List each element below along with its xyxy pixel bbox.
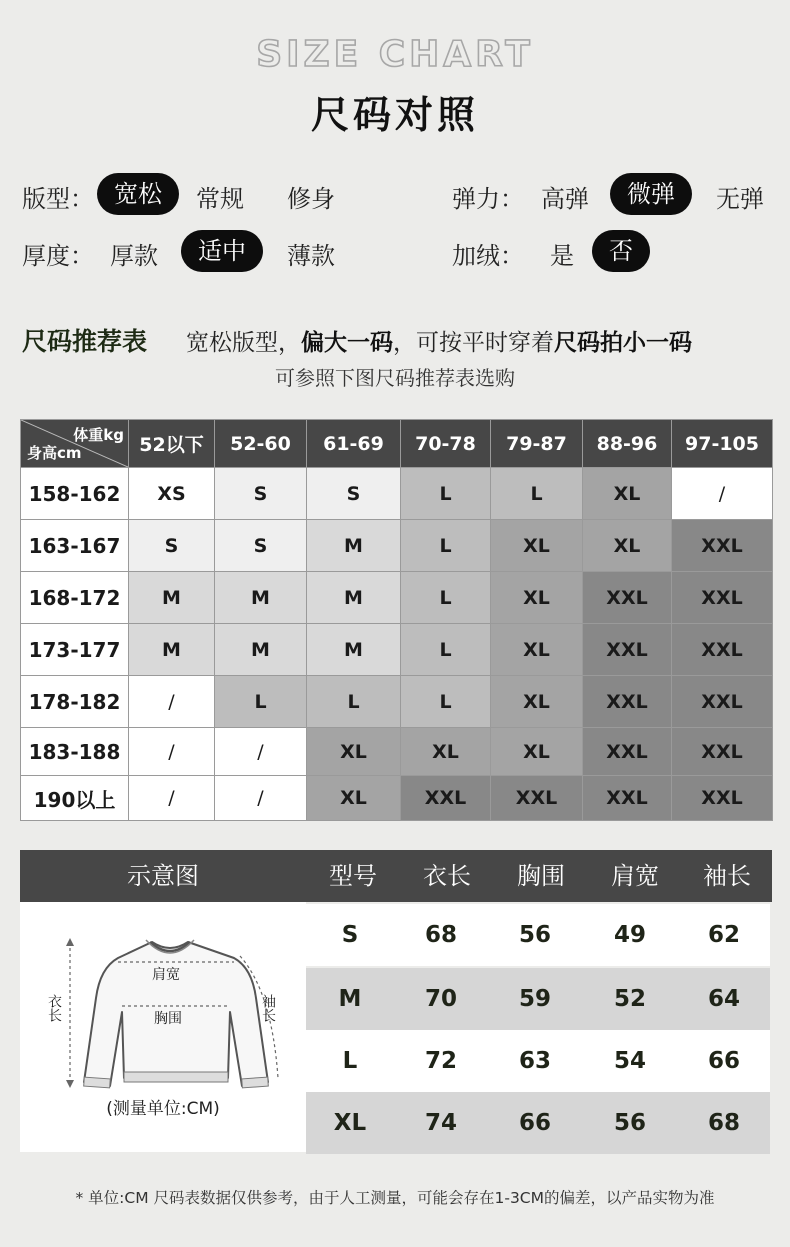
size-cell: XL: [491, 624, 583, 676]
header-diagram: 示意图: [127, 862, 199, 890]
size-table-row: [21, 572, 773, 624]
fit-label: 版型：: [22, 185, 94, 213]
diagram-label-shoulder: 肩宽: [152, 967, 180, 983]
size-cell: L: [491, 468, 583, 520]
recommend-desc-c: ，可按平时穿着: [393, 330, 554, 356]
diagram-label-sleeve: 袖长: [260, 994, 276, 1022]
size-cell: L: [307, 676, 401, 728]
size-cell: XXL: [672, 728, 773, 776]
size-cell: XXL: [672, 776, 773, 821]
meas-sleeve: 66: [707, 1048, 740, 1074]
meas-length: 74: [424, 1110, 457, 1136]
size-cell: XL: [401, 728, 491, 776]
title-english: SIZE CHART: [256, 34, 534, 75]
meas-shoulder: 54: [613, 1048, 646, 1074]
meas-sleeve: 64: [707, 986, 740, 1012]
size-cell: XXL: [583, 572, 672, 624]
fit-option-slim: 修身: [287, 185, 335, 213]
recommend-desc-d: 尺码拍小一码: [554, 330, 692, 356]
stretch-option-high: 高弹: [541, 185, 589, 213]
size-cell: /: [215, 776, 307, 821]
recommend-description: [186, 324, 692, 357]
weight-header: 61-69: [307, 420, 401, 468]
size-cell: XL: [491, 572, 583, 624]
height-axis-label: 身高cm: [27, 444, 82, 462]
meas-shoulder: 49: [613, 922, 646, 948]
recommend-subtext: 可参照下图尺码推荐表选购: [275, 366, 515, 390]
size-cell: XXL: [583, 676, 672, 728]
weight-header: 88-96: [583, 420, 672, 468]
fleece-option-no: 否: [592, 230, 650, 272]
size-cell: XL: [307, 776, 401, 821]
fleece-option-yes: 是: [550, 242, 574, 270]
size-cell: M: [307, 572, 401, 624]
height-range-cell: 163-167: [21, 520, 129, 572]
meas-sleeve: 62: [707, 922, 740, 948]
size-cell: /: [129, 676, 215, 728]
size-table-body: [21, 468, 773, 821]
stretch-label: 弹力：: [452, 185, 524, 213]
size-cell: XXL: [401, 776, 491, 821]
size-cell: S: [215, 468, 307, 520]
size-cell: M: [129, 572, 215, 624]
meas-length: 68: [424, 922, 457, 948]
size-cell: XL: [583, 520, 672, 572]
size-table-row: [21, 468, 773, 520]
size-table-row: [21, 624, 773, 676]
size-cell: L: [401, 520, 491, 572]
recommend-desc-a: 宽松版型，: [186, 330, 301, 356]
measurement-row: [306, 1092, 770, 1154]
size-cell: XXL: [672, 676, 773, 728]
measurement-row: [306, 1030, 770, 1092]
diagram-label-length: 衣长: [46, 994, 62, 1022]
size-cell: XL: [307, 728, 401, 776]
fit-option-loose: 宽松: [97, 173, 179, 215]
diagram-label-chest: 胸围: [154, 1011, 182, 1027]
stretch-option-slight: 微弹: [610, 173, 692, 215]
stretch-option-none: 无弹: [716, 185, 764, 213]
size-cell: XXL: [491, 776, 583, 821]
size-table-row: [21, 776, 773, 821]
meas-shoulder: 56: [613, 1110, 646, 1136]
height-range-cell: 158-162: [21, 468, 129, 520]
meas-chest: 66: [518, 1110, 551, 1136]
size-cell: XXL: [583, 776, 672, 821]
size-cell: L: [401, 572, 491, 624]
size-cell: M: [129, 624, 215, 676]
weight-header: 79-87: [491, 420, 583, 468]
size-cell: S: [307, 468, 401, 520]
size-cell: /: [129, 776, 215, 821]
meas-size: M: [338, 986, 362, 1012]
height-range-cell: 173-177: [21, 624, 129, 676]
size-cell: XL: [491, 520, 583, 572]
size-cell: XXL: [672, 624, 773, 676]
unit-label: (测量单位:CM): [106, 1099, 220, 1119]
recommend-desc-b: 偏大一码: [301, 330, 393, 356]
size-cell: /: [129, 728, 215, 776]
header-size: 型号: [329, 862, 377, 890]
height-range-cell: 178-182: [21, 676, 129, 728]
weight-header: 97-105: [672, 420, 773, 468]
size-cell: L: [401, 624, 491, 676]
thickness-option-thick: 厚款: [110, 242, 158, 270]
thickness-label: 厚度：: [22, 242, 94, 270]
header-shoulder: 肩宽: [611, 862, 659, 890]
fleece-label: 加绒：: [452, 242, 524, 270]
size-cell: /: [672, 468, 773, 520]
meas-length: 70: [424, 986, 457, 1012]
recommend-title: 尺码推荐表: [22, 327, 148, 356]
title-chinese: 尺码对照: [310, 93, 479, 137]
size-cell: L: [215, 676, 307, 728]
size-cell: /: [215, 728, 307, 776]
size-cell: XL: [491, 676, 583, 728]
meas-size: S: [341, 922, 359, 948]
height-range-cell: 190以上: [21, 776, 129, 821]
size-cell: M: [307, 520, 401, 572]
size-cell: XXL: [672, 572, 773, 624]
header-sleeve: 袖长: [703, 862, 751, 890]
size-cell: XXL: [672, 520, 773, 572]
weight-axis-label: 体重kg: [73, 426, 124, 444]
thickness-option-thin: 薄款: [287, 242, 335, 270]
size-table-row: [21, 520, 773, 572]
header-length: 衣长: [423, 862, 471, 890]
size-cell: XXL: [583, 624, 672, 676]
size-recommendation-table: [20, 419, 773, 821]
size-cell: XS: [129, 468, 215, 520]
header-chest: 胸围: [517, 862, 565, 890]
height-range-cell: 183-188: [21, 728, 129, 776]
size-cell: S: [129, 520, 215, 572]
size-table-header-row: [21, 420, 773, 468]
meas-size: XL: [333, 1110, 367, 1136]
size-table-corner: [21, 420, 129, 468]
size-cell: XL: [491, 728, 583, 776]
meas-chest: 56: [518, 922, 551, 948]
fit-option-regular: 常规: [196, 185, 244, 213]
meas-chest: 59: [518, 986, 551, 1012]
measurement-row: [306, 904, 770, 966]
size-cell: XL: [583, 468, 672, 520]
size-cell: XXL: [583, 728, 672, 776]
size-table-row: [21, 676, 773, 728]
thickness-option-medium: 适中: [181, 230, 263, 272]
measurement-table-header: [20, 850, 772, 902]
meas-length: 72: [424, 1048, 457, 1074]
size-cell: S: [215, 520, 307, 572]
meas-sleeve: 68: [707, 1110, 740, 1136]
size-cell: L: [401, 676, 491, 728]
weight-header: 52-60: [215, 420, 307, 468]
size-cell: M: [215, 624, 307, 676]
meas-shoulder: 52: [613, 986, 646, 1012]
weight-header: 52以下: [129, 420, 215, 468]
height-range-cell: 168-172: [21, 572, 129, 624]
size-cell: M: [215, 572, 307, 624]
size-table-row: [21, 728, 773, 776]
meas-chest: 63: [518, 1048, 551, 1074]
weight-header: 70-78: [401, 420, 491, 468]
measurement-row: [306, 968, 770, 1030]
footnote: * 单位:CM 尺码表数据仅供参考，由于人工测量，可能会存在1-3CM的偏差，以产品实物为准: [75, 1189, 715, 1207]
meas-size: L: [342, 1048, 358, 1074]
size-cell: L: [401, 468, 491, 520]
size-cell: M: [307, 624, 401, 676]
